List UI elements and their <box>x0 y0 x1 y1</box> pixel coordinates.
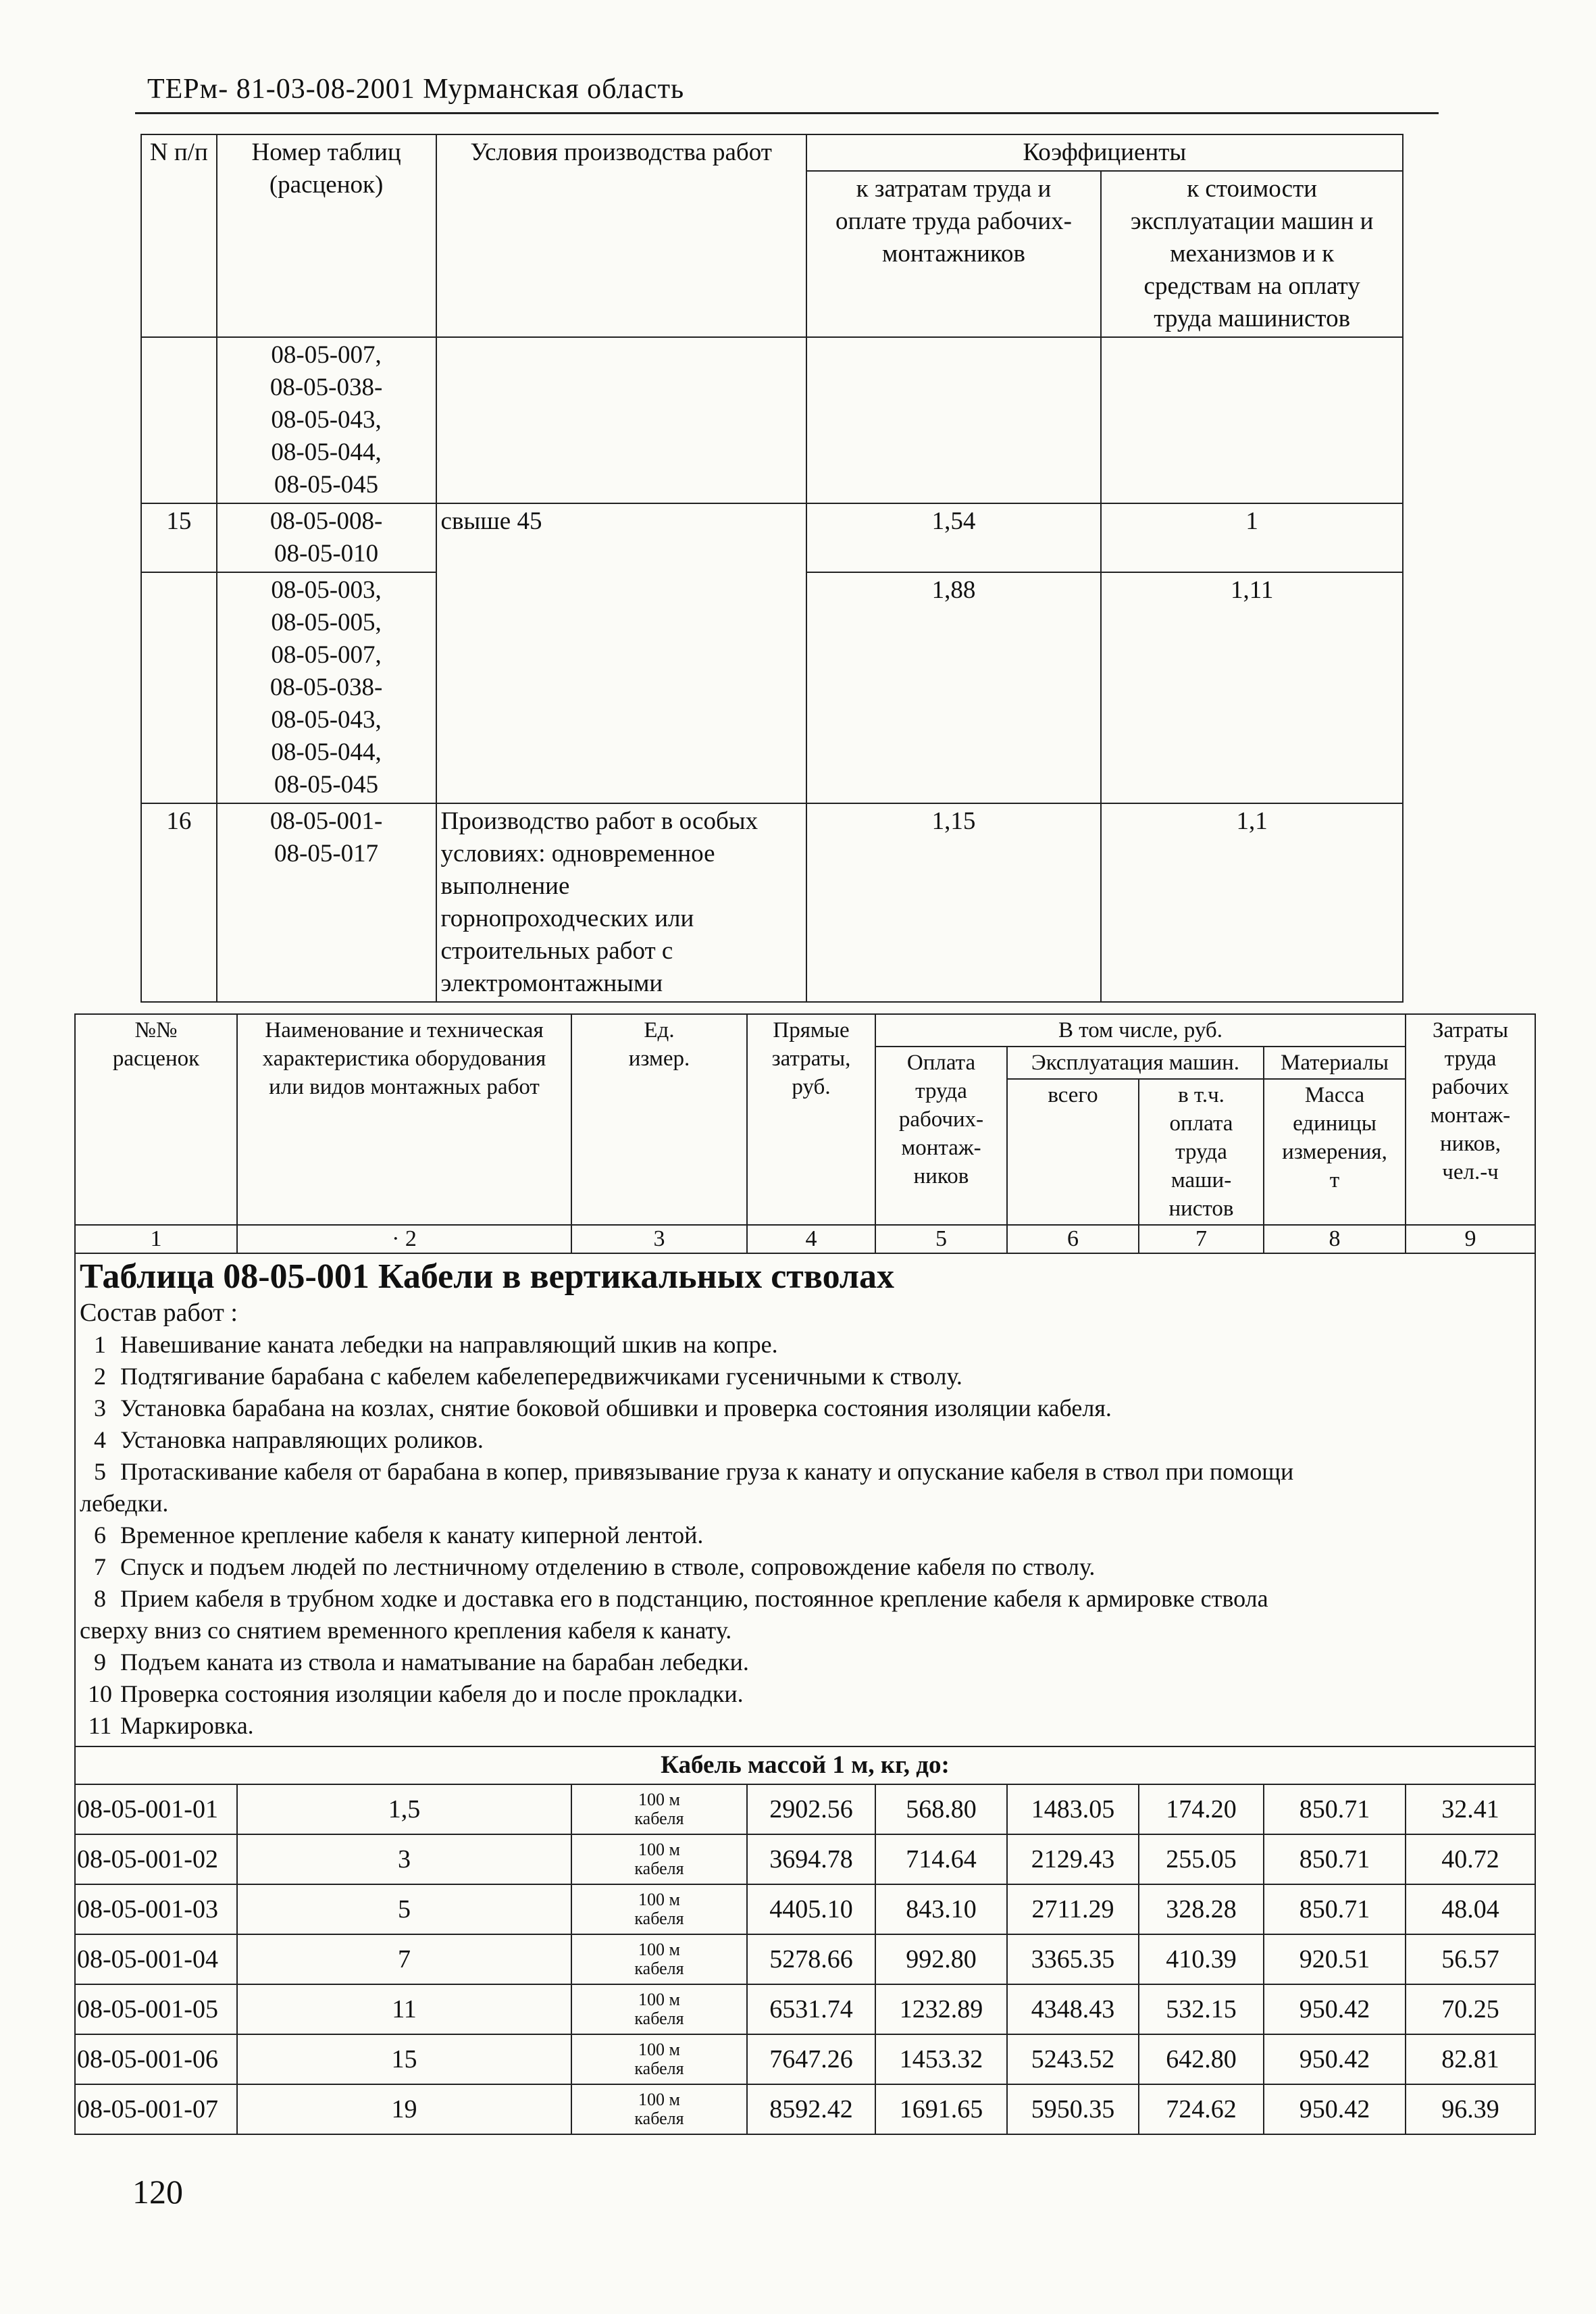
step-text: Спуск и подъем людей по лестничному отделению в стволе, сопровождение кабеля по стволу. <box>120 1553 1096 1580</box>
header-labor-coeff <box>806 171 1102 337</box>
coeff-row <box>141 803 1403 1002</box>
header-line: затраты, <box>771 1047 851 1071</box>
coeff-condition: свыше 45 <box>436 503 806 803</box>
header-line: рабочих- <box>898 1107 984 1132</box>
rate-code: 08-05-001-04 <box>75 1934 237 1984</box>
work-step <box>80 1551 1530 1583</box>
step-text: Установка барабана на козлах, снятие боковой обшивки и проверка состояния изоляции кабеля. <box>120 1394 1112 1422</box>
header-line: эксплуатации машин и <box>1130 207 1374 235</box>
coeff-tables <box>217 503 436 572</box>
cond-line: строительных работ с <box>440 937 673 965</box>
composition-heading: Состав работ : <box>80 1299 238 1327</box>
coeff-machines: 1,11 <box>1101 572 1403 803</box>
row-cable-mass: 19 <box>237 2084 571 2134</box>
rate-code: 08-05-001-02 <box>75 1834 237 1884</box>
header-name <box>237 1014 571 1225</box>
unit-line: 100 м <box>638 1790 680 1809</box>
work-step <box>80 1519 1530 1551</box>
header-line: руб. <box>792 1075 831 1099</box>
table-row <box>75 1984 1535 2034</box>
row-unit <box>571 2034 747 2084</box>
step-number: 2 <box>94 1363 106 1390</box>
row-direct-cost: 4405.10 <box>747 1884 875 1934</box>
rate-code: 08-05-001-01 <box>75 1784 237 1834</box>
table-ref: 08-05-008- <box>269 507 383 535</box>
row-cable-mass: 3 <box>237 1834 571 1884</box>
header-line: Оплата <box>906 1051 976 1075</box>
table-row <box>75 1784 1535 1834</box>
unit-line: 100 м <box>638 1840 680 1859</box>
row-labor-hours: 82.81 <box>1406 2034 1535 2084</box>
row-driver-pay: 255.05 <box>1139 1834 1264 1884</box>
step-text: Навешивание каната лебедки на направляющий шкив на копре. <box>120 1331 778 1358</box>
coeff-num: 16 <box>141 803 217 1002</box>
row-labor-pay: 1691.65 <box>875 2084 1007 2134</box>
header-line: расценок <box>112 1047 200 1071</box>
table-ref: 08-05-001- <box>269 807 383 835</box>
table-ref: 08-05-007, <box>271 641 382 669</box>
unit-line: кабеля <box>634 1959 684 1978</box>
row-machine-cost: 4348.43 <box>1007 1984 1139 2034</box>
work-step <box>80 1583 1530 1615</box>
mass-label-row <box>75 1746 1535 1784</box>
cond-line: выполнение <box>440 872 570 900</box>
table-ref: 08-05-045 <box>274 771 379 799</box>
header-line: оплате труда рабочих- <box>835 207 1072 235</box>
coeff-row <box>141 337 1403 503</box>
table-ref: 08-05-043, <box>271 406 382 434</box>
row-direct-cost: 8592.42 <box>747 2084 875 2134</box>
unit-line: кабеля <box>634 2109 684 2128</box>
row-machine-cost: 2129.43 <box>1007 1834 1139 1884</box>
row-material-mass: 920.51 <box>1264 1934 1406 1984</box>
header-line: к стоимости <box>1187 175 1318 203</box>
header-mach-driver <box>1139 1079 1264 1225</box>
section-description <box>75 1253 1535 1746</box>
cond-line: горнопроходческих или <box>440 905 694 932</box>
row-unit <box>571 1884 747 1934</box>
step-number: 6 <box>94 1521 106 1549</box>
coeff-tables <box>217 803 436 1002</box>
col-number: · 2 <box>237 1225 571 1253</box>
unit-line: кабеля <box>634 1859 684 1878</box>
header-mach-total: всего <box>1007 1079 1139 1225</box>
table-row <box>75 2084 1535 2134</box>
coeff-condition <box>436 803 806 1002</box>
row-driver-pay: 532.15 <box>1139 1984 1264 2034</box>
row-labor-pay: 714.64 <box>875 1834 1007 1884</box>
coeff-header-row-1 <box>141 134 1403 171</box>
header-direct <box>747 1014 875 1225</box>
step-continuation: лебедки. <box>80 1490 169 1517</box>
table-ref: 08-05-044, <box>271 438 382 466</box>
header-line: монтаж- <box>1430 1103 1511 1128</box>
row-unit <box>571 1784 747 1834</box>
table-ref: 08-05-038- <box>269 674 383 701</box>
col-number: 5 <box>875 1225 1007 1253</box>
coeff-num <box>141 572 217 803</box>
col-number: 3 <box>571 1225 747 1253</box>
step-number: 1 <box>94 1331 106 1358</box>
step-number: 7 <box>94 1553 106 1580</box>
header-line: труда <box>1175 1140 1227 1164</box>
coeff-machines: 1,1 <box>1101 803 1403 1002</box>
work-step <box>80 1646 1530 1678</box>
unit-line: 100 м <box>638 2090 680 2109</box>
header-line: рабочих <box>1431 1075 1510 1099</box>
header-line: в т.ч. <box>1178 1083 1225 1107</box>
header-labor-pay <box>875 1047 1007 1225</box>
row-material-mass: 850.71 <box>1264 1784 1406 1834</box>
row-cable-mass: 7 <box>237 1934 571 1984</box>
header-line: т <box>1329 1168 1340 1192</box>
header-line: или видов монтажных работ <box>269 1075 540 1099</box>
unit-line: кабеля <box>634 1809 684 1828</box>
row-cable-mass: 1,5 <box>237 1784 571 1834</box>
coeff-machines: 1 <box>1101 503 1403 572</box>
row-driver-pay: 328.28 <box>1139 1884 1264 1934</box>
table-ref: 08-05-045 <box>274 471 379 499</box>
table-ref: 08-05-043, <box>271 706 382 734</box>
row-cable-mass: 11 <box>237 1984 571 2034</box>
unit-line: кабеля <box>634 2009 684 2028</box>
work-step <box>80 1424 1530 1456</box>
rate-code: 08-05-001-05 <box>75 1984 237 2034</box>
row-labor-pay: 843.10 <box>875 1884 1007 1934</box>
table-ref: 08-05-007, <box>271 341 382 369</box>
row-machine-cost: 1483.05 <box>1007 1784 1139 1834</box>
row-labor-pay: 992.80 <box>875 1934 1007 1984</box>
row-labor-hours: 70.25 <box>1406 1984 1535 2034</box>
row-driver-pay: 724.62 <box>1139 2084 1264 2134</box>
header-line: труда <box>1444 1047 1497 1071</box>
row-cable-mass: 15 <box>237 2034 571 2084</box>
table-ref: 08-05-044, <box>271 738 382 766</box>
coeff-labor <box>806 337 1102 503</box>
header-unit <box>571 1014 747 1225</box>
header-line: к затратам труда и <box>856 175 1052 203</box>
row-machine-cost: 5243.52 <box>1007 2034 1139 2084</box>
table-row <box>75 1934 1535 1984</box>
cond-line: Производство работ в особых <box>440 807 758 835</box>
coeff-labor: 1,88 <box>806 572 1102 803</box>
row-labor-hours: 32.41 <box>1406 1784 1535 1834</box>
page-header-title: ТЕРм- 81-03-08-2001 Мурманская область <box>147 74 685 105</box>
mass-label: Кабель массой 1 м, кг, до: <box>75 1746 1535 1784</box>
rate-code: 08-05-001-03 <box>75 1884 237 1934</box>
row-unit <box>571 1934 747 1984</box>
step-continuation: сверху вниз со снятием временного крепления кабеля к канату. <box>80 1617 732 1644</box>
unit-line: 100 м <box>638 2040 680 2059</box>
header-line: средствам на оплату <box>1143 272 1360 300</box>
step-text: Маркировка. <box>120 1712 254 1739</box>
header-line: оплата <box>1169 1111 1233 1136</box>
header-including: В том числе, руб. <box>875 1014 1406 1047</box>
row-material-mass: 950.42 <box>1264 2034 1406 2084</box>
header-line: единицы <box>1293 1111 1376 1136</box>
row-machine-cost: 5950.35 <box>1007 2084 1139 2134</box>
row-machine-cost: 2711.29 <box>1007 1884 1139 1934</box>
row-driver-pay: 642.80 <box>1139 2034 1264 2084</box>
table-row <box>75 1834 1535 1884</box>
step-number: 9 <box>94 1649 106 1676</box>
step-text: Установка направляющих роликов. <box>120 1426 484 1453</box>
table-ref: 08-05-017 <box>274 840 379 867</box>
coeff-labor: 1,54 <box>806 503 1102 572</box>
work-step <box>80 1710 1530 1742</box>
header-line: Наименование и техническая <box>265 1018 544 1042</box>
cond-line: условиях: одновременное <box>440 840 715 867</box>
row-material-mass: 850.71 <box>1264 1834 1406 1884</box>
header-line: №№ <box>134 1018 178 1042</box>
header-line: чел.-ч <box>1442 1160 1499 1184</box>
work-step <box>80 1392 1530 1424</box>
coefficients-table <box>140 134 1404 1003</box>
header-line: ников <box>913 1164 969 1188</box>
row-cable-mass: 5 <box>237 1884 571 1934</box>
step-text: Проверка состояния изоляции кабеля до и после прокладки. <box>120 1680 744 1707</box>
col-number: 7 <box>1139 1225 1264 1253</box>
row-material-mass: 850.71 <box>1264 1884 1406 1934</box>
work-step <box>80 1361 1530 1392</box>
header-line: Затраты <box>1432 1018 1509 1042</box>
header-machines: Эксплуатация машин. <box>1007 1047 1264 1079</box>
row-direct-cost: 2902.56 <box>747 1784 875 1834</box>
step-text: Подъем каната из ствола и наматывание на барабан лебедки. <box>120 1649 749 1676</box>
coeff-tables <box>217 572 436 803</box>
header-line: измер. <box>628 1047 690 1071</box>
row-machine-cost: 3365.35 <box>1007 1934 1139 1984</box>
step-number: 4 <box>94 1426 106 1453</box>
col-number: 8 <box>1264 1225 1406 1253</box>
row-labor-pay: 1232.89 <box>875 1984 1007 2034</box>
col-number: 1 <box>75 1225 237 1253</box>
header-tables <box>217 134 436 337</box>
coeff-row <box>141 503 1403 572</box>
header-line: труда машинистов <box>1154 305 1351 332</box>
price-header-row-1 <box>75 1014 1535 1047</box>
header-line: механизмов и к <box>1170 240 1335 268</box>
step-text: Прием кабеля в трубном ходке и доставка его в подстанцию, постоянное крепление кабеля к армировке ствола <box>120 1585 1268 1612</box>
step-number: 3 <box>94 1394 106 1422</box>
row-labor-hours: 96.39 <box>1406 2084 1535 2134</box>
row-material-mass: 950.42 <box>1264 2084 1406 2134</box>
col-number: 9 <box>1406 1225 1535 1253</box>
unit-line: 100 м <box>638 1940 680 1959</box>
unit-line: кабеля <box>634 1909 684 1928</box>
row-direct-cost: 5278.66 <box>747 1934 875 1984</box>
step-text: Подтягивание барабана с кабелем кабелепередвижчиками гусеничными к стволу. <box>120 1363 962 1390</box>
step-text: Протаскивание кабеля от барабана в копер, привязывание груза к канату и опускание кабеля в ствол при помощи <box>120 1458 1294 1485</box>
section-title: Таблица 08-05-001 Кабели в вертикальных стволах <box>80 1257 895 1296</box>
header-line: монтажников <box>882 240 1025 268</box>
step-number: 11 <box>88 1712 112 1739</box>
table-ref: 08-05-010 <box>274 540 379 568</box>
column-numbers-row <box>75 1225 1535 1253</box>
header-code <box>75 1014 237 1225</box>
row-labor-hours: 48.04 <box>1406 1884 1535 1934</box>
row-labor-hours: 40.72 <box>1406 1834 1535 1884</box>
header-tables-line: Номер таблиц <box>251 139 401 166</box>
unit-line: 100 м <box>638 1990 680 2009</box>
row-material-mass: 950.42 <box>1264 1984 1406 2034</box>
header-conditions: Условия производства работ <box>436 134 806 337</box>
header-materials: Материалы <box>1264 1047 1406 1079</box>
coeff-machines <box>1101 337 1403 503</box>
work-step <box>80 1456 1530 1488</box>
row-labor-pay: 1453.32 <box>875 2034 1007 2084</box>
header-mass <box>1264 1079 1406 1225</box>
row-direct-cost: 7647.26 <box>747 2034 875 2084</box>
section-description-row <box>75 1253 1535 1746</box>
row-direct-cost: 6531.74 <box>747 1984 875 2034</box>
header-line: Ед. <box>644 1018 675 1042</box>
coeff-num <box>141 337 217 503</box>
work-step <box>80 1678 1530 1710</box>
col-number: 4 <box>747 1225 875 1253</box>
row-labor-pay: 568.80 <box>875 1784 1007 1834</box>
step-number: 10 <box>88 1680 112 1707</box>
coeff-tables <box>217 337 436 503</box>
col-number: 6 <box>1007 1225 1139 1253</box>
coeff-labor: 1,15 <box>806 803 1102 1002</box>
header-line: нистов <box>1168 1197 1234 1221</box>
table-ref: 08-05-038- <box>269 374 383 401</box>
header-line: монтаж- <box>901 1136 981 1160</box>
row-labor-hours: 56.57 <box>1406 1934 1535 1984</box>
header-line: измерения, <box>1282 1140 1387 1164</box>
row-direct-cost: 3694.78 <box>747 1834 875 1884</box>
coeff-condition <box>436 337 806 503</box>
header-labor-cost <box>1406 1014 1535 1225</box>
header-num: N п/п <box>141 134 217 337</box>
header-machines-coeff <box>1101 171 1403 337</box>
unit-line: 100 м <box>638 1890 680 1909</box>
header-line: маши- <box>1170 1168 1232 1192</box>
unit-line: кабеля <box>634 2059 684 2078</box>
coeff-num: 15 <box>141 503 217 572</box>
header-line: Прямые <box>773 1018 850 1042</box>
cond-line: электромонтажными <box>440 970 663 997</box>
page-number: 120 <box>132 2173 183 2211</box>
price-table <box>74 1013 1536 2135</box>
row-unit <box>571 1984 747 2034</box>
step-text: Временное крепление кабеля к канату киперной лентой. <box>120 1521 704 1549</box>
rate-code: 08-05-001-07 <box>75 2084 237 2134</box>
row-driver-pay: 410.39 <box>1139 1934 1264 1984</box>
row-unit <box>571 1834 747 1884</box>
header-tables-line: (расценок) <box>269 171 384 199</box>
table-ref: 08-05-005, <box>271 609 382 636</box>
table-ref: 08-05-003, <box>271 576 382 604</box>
step-number: 8 <box>94 1585 106 1612</box>
table-row <box>75 2034 1535 2084</box>
header-coefficients: Коэффициенты <box>806 134 1403 171</box>
header-line: ников, <box>1440 1132 1501 1156</box>
table-row <box>75 1884 1535 1934</box>
header-line: труда <box>915 1079 967 1103</box>
work-step <box>80 1329 1530 1361</box>
header-line: характеристика оборудования <box>262 1047 546 1071</box>
row-driver-pay: 174.20 <box>1139 1784 1264 1834</box>
header-line: Масса <box>1304 1083 1365 1107</box>
row-unit <box>571 2084 747 2134</box>
step-number: 5 <box>94 1458 106 1485</box>
header-rule <box>135 112 1439 114</box>
rate-code: 08-05-001-06 <box>75 2034 237 2084</box>
